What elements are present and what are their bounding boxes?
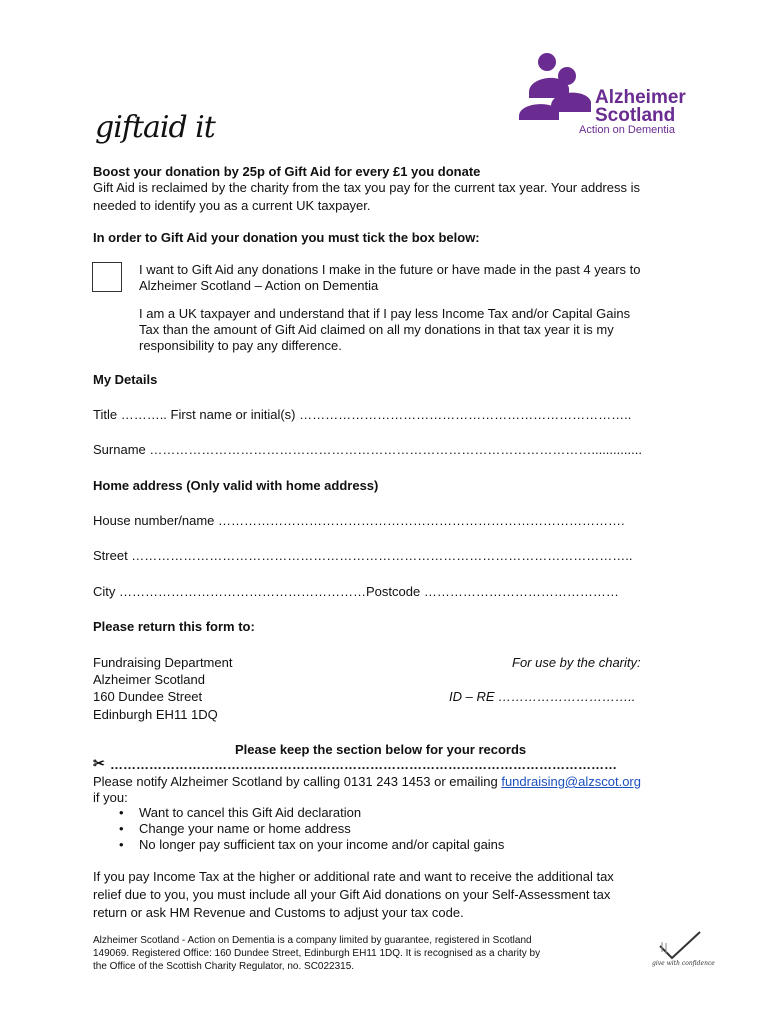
title-name-field[interactable]: Title ……….. First name or initial(s) ………………………………………………………………….. [93,407,632,422]
list-item: • Change your name or home address [111,821,504,837]
gift-aid-checkbox[interactable] [92,262,122,292]
intro-text-2: needed to identify you as a current UK taxpayer. [93,198,371,213]
declaration-1a: I want to Gift Aid any donations I make in the future or have made in the past 4 years to [139,262,641,277]
records-bullet-list [111,805,504,853]
declaration-2b: Tax than the amount of Gift Aid claimed on all my donations in that tax year it is my [139,322,614,337]
footer-line-2: 149069. Registered Office: 160 Dundee Street, Edinburgh EH11 1DQ. It is recognised as a charity by [93,948,541,959]
intro-heading: Boost your donation by 25p of Gift Aid for every £1 you donate [93,164,481,179]
return-address-2: Alzheimer Scotland [93,672,205,687]
logo-tagline: Action on Dementia [579,124,675,136]
surname-field[interactable]: Surname ………………………………………………………………………………………….............. [93,442,642,457]
id-re-field: ID – RE ………………………….. [449,689,636,704]
logo-alzheimer: Alzheimer [595,87,686,108]
list-item: • No longer pay sufficient tax on your income and/or capital gains [111,837,504,853]
home-address-heading: Home address (Only valid with home address) [93,478,379,493]
return-address-1: Fundraising Department [93,655,233,670]
records-heading: Please keep the section below for your records [235,742,527,757]
give-with-confidence-badge [652,930,715,972]
return-heading: Please return this form to: [93,619,255,634]
checkmark-icon [658,930,702,960]
people-icon [515,50,595,120]
notify-text [93,774,641,789]
list-item: • Want to cancel this Gift Aid declaration [111,805,504,821]
footer-line-3: the Office of the Scottish Charity Regulator, no. SC022315. [93,961,355,972]
intro-text-1: Gift Aid is reclaimed by the charity from the tax you pay for the current tax year. Your address is [93,180,640,195]
footer-line-1: Alzheimer Scotland - Action on Dementia is a company limited by guarantee, registered in Scotland [93,935,532,946]
badge-text: give with confidence [652,960,715,967]
return-address-3: 160 Dundee Street [93,689,203,704]
declaration-2c: responsibility to pay any difference. [139,338,342,353]
return-address-4: Edinburgh EH11 1DQ [93,707,218,722]
tick-heading: In order to Gift Aid your donation you must tick the box below: [93,230,480,245]
declaration-1b: Alzheimer Scotland – Action on Dementia [139,278,379,293]
higher-rate-3: return or ask HM Revenue and Customs to adjust your tax code. [93,905,464,920]
cut-line: ……………………………………………………………………………………………………… [110,757,617,772]
charity-logo [515,50,705,140]
giftaid-logo: giftaid it [95,110,215,145]
higher-rate-1: If you pay Income Tax at the higher or additional rate and want to receive the additional tax [93,869,614,884]
if-you-text: if you: [93,790,128,805]
my-details-heading: My Details [93,372,158,387]
logo-scotland: Scotland [595,105,676,126]
charity-use-label: For use by the charity: [512,655,641,670]
city-postcode-field[interactable]: City …………………………………………………Postcode ……………………………………… [93,584,619,599]
declaration-2a: I am a UK taxpayer and understand that if I pay less Income Tax and/or Capital Gains [139,306,631,321]
email-link[interactable]: fundraising@alzscot.org [501,774,641,789]
street-field[interactable]: Street …………………………………………………………………………………………………….. [93,548,633,563]
notify-prefix: Please notify Alzheimer Scotland by calling 0131 243 1453 or emailing [93,774,498,789]
higher-rate-2: relief due to you, you must include all your Gift Aid donations on your Self-Assessment tax [93,887,611,902]
scissors-icon: ✂ [93,755,105,771]
house-field[interactable]: House number/name …………………………………………………………………………………. [93,513,625,528]
